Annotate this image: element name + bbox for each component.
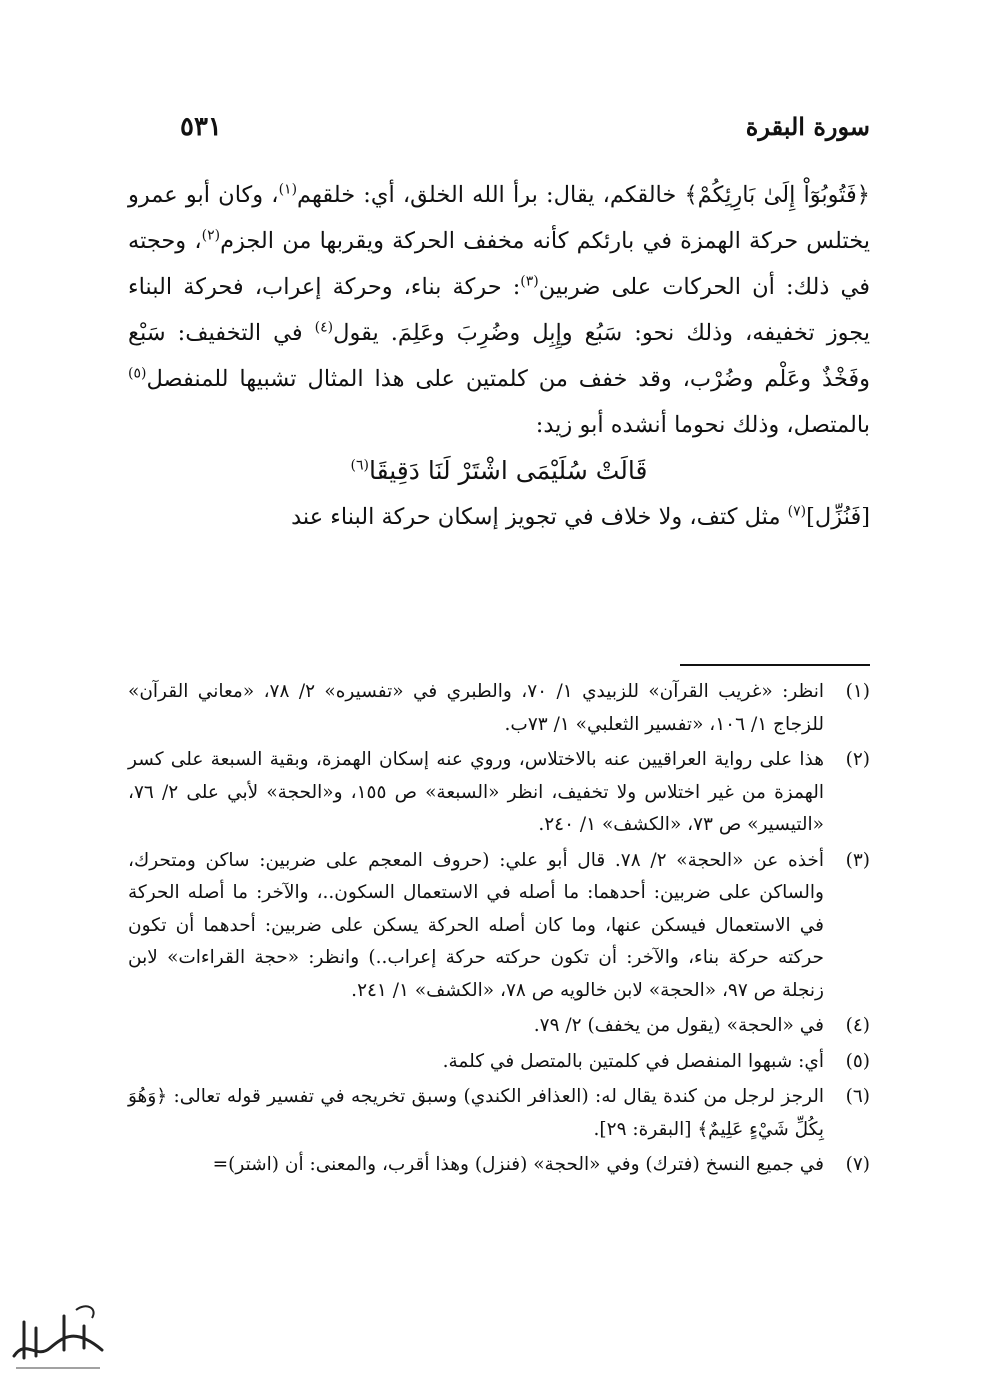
stamp-stroke [14, 1336, 102, 1356]
footnote-number: (١) [845, 681, 870, 702]
footnote-item [128, 1149, 870, 1182]
calligraphy-stamp-logo [6, 1298, 110, 1376]
footnote-number: (٢) [845, 749, 870, 770]
footnote-item [128, 845, 870, 1008]
paragraph-1 [128, 172, 870, 448]
footnote-number: (٤) [845, 1015, 870, 1036]
text-segment: خالقكم، يقال: برأ الله الخلق، أي: خلقهم [297, 182, 685, 208]
footnote-ref-1[interactable]: (١) [278, 181, 298, 198]
page-number: ٥٣١ [180, 112, 222, 142]
text-segment: في التخفيف: سَبْع وفَخْذٌ وعَلْم وضُرْب، وقد خفف من كلمتين على هذا المثال تشبيها للمنفصل [128, 320, 870, 392]
footnote-number: (٣) [845, 849, 870, 871]
footnote-ref-5[interactable]: (٥) [128, 365, 147, 382]
footnote-number: (٥) [845, 1050, 870, 1072]
surah-title: سورة البقرة [745, 112, 870, 141]
footnotes-section [128, 676, 870, 1185]
main-text [128, 172, 870, 540]
poetry-verse [128, 448, 870, 494]
footnote-ref-7[interactable]: (٧) [787, 503, 807, 520]
text-segment: بالمتصل، وذلك نحوما أنشده أبو زيد: [535, 412, 870, 438]
stamp-stroke [76, 1306, 94, 1318]
paragraph-2 [128, 494, 870, 540]
footnote-text: هذا على رواية العراقيين عنه بالاختلاس، وروي عنه إسكان الهمزة، وبقية السبعة على كسر الهمزة من غير اختلاس ولا تخفيف، انظر «السبعة» ص ١٥٥، و«الحجة» لأبي على ٢/ ٧٦، «التيسير» ص ٧٣، «الكشف» ١/ ٢٤٠. [128, 749, 824, 835]
text-segment: مثل كتف، ولا خلاف في تجويز إسكان حركة البناء عند [291, 504, 788, 530]
footnote-item [128, 1010, 870, 1043]
footnote-text: انظر: «غريب القرآن» للزبيدي ١/ ٧٠، والطبري في «تفسيره» ٢/ ٧٨، «معاني القرآن» للزجاج ١/ ١٠٦، «تفسير الثعلبي» ١/ ٧٣ب. [128, 681, 824, 735]
verse-text: قَالَتْ سُلَيْمَى اشْتَرْ لَنَا دَقِيقَا [368, 456, 648, 485]
footnote-item [128, 1081, 870, 1146]
footnote-text: في «الحجة» (يقول من يخفف) ٢/ ٧٩. [533, 1015, 824, 1036]
footnote-text: في جميع النسخ (فترك) وفي «الحجة» (فنزل) وهذا أقرب، والمعنى: أن (اشتر)= [212, 1154, 824, 1175]
footnote-ref-4[interactable]: (٤) [314, 319, 334, 336]
footnote-divider [680, 664, 870, 666]
footnote-ref-2[interactable]: (٢) [201, 227, 221, 244]
footnote-text: الرجز لرجل من كندة يقال له: (العذافر الكندي) وسبق تخريجه في تفسير قوله تعالى: ﴿وَهُوَ بِكُلِّ شَيْءٍ عَلِيمٌ﴾ [البقرة: ٢٩]. [128, 1086, 824, 1140]
text-segment: [فَنُزِّل] [806, 504, 870, 530]
footnote-ref-6[interactable]: (٦) [350, 457, 369, 474]
text-segment: ، وكان أبو عمرو يختلس حركة الهمزة في بارئكم كأنه مخفف الحركة ويقربها من الجزم [128, 182, 870, 254]
footnote-ref-3[interactable]: (٣) [520, 273, 539, 290]
text-segment: : حركة بناء، وحركة إعراب، فحركة البناء يجوز تخفيفه، وذلك نحو: سَبُع وإِبِل وضُرِبَ وعَلِمَ. يقول [128, 274, 871, 346]
footnote-item [128, 744, 870, 842]
footnote-number: (٧) [845, 1154, 870, 1175]
footnote-item [128, 1046, 870, 1079]
footnote-number: (٦) [845, 1086, 870, 1107]
text-segment: ، وحجته في ذلك: أن الحركات على ضربين [128, 228, 870, 300]
page-header [180, 112, 870, 152]
footnote-item [128, 676, 870, 741]
footnote-text: أي: شبهوا المنفصل في كلمتين بالمتصل في كلمة. [442, 1050, 824, 1072]
footnote-text: أخذه عن «الحجة» ٢/ ٧٨. قال أبو علي: (حروف المعجم على ضربين: ساكن ومتحرك، والساكن على ضربين: أحدهما: ما أصله في الاستعمال السكون..، والآخر: ما أصله الحركة في الاستعمال فيسكن عنها، وما كان أصله الحركة يسكن على ضربين: أحدهما أن تكون حركته حركة بناء، والآخر: أن تكون حركته حركة إعراب..) وانظر: «حجة القراءات» لابن زنجلة ص ٩٧، «الحجة» لابن خالويه ص ٧٨، «الكشف» ١/ ٢٤١. [128, 849, 824, 1001]
quran-quote: ﴿فَتُوبُوٓاْ إِلَىٰ بَارِئِكُمْ﴾ [684, 182, 870, 208]
